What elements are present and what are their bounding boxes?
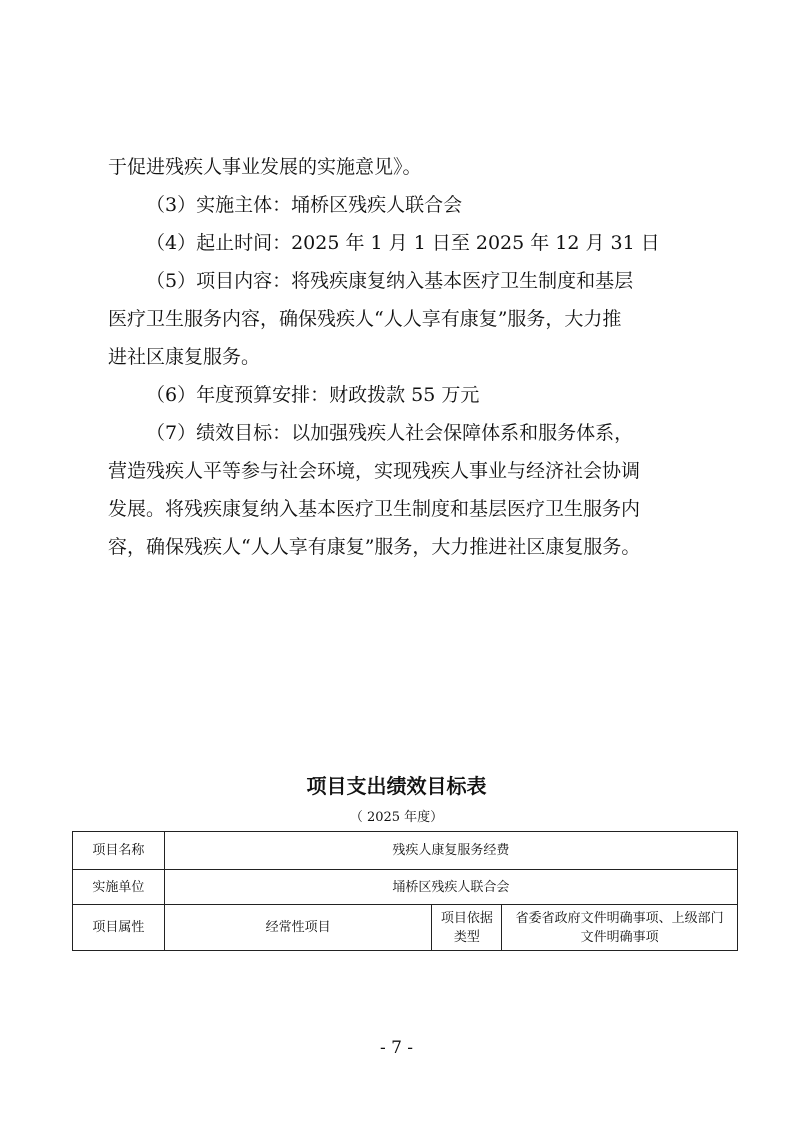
paragraph-line: 进社区康复服务。	[108, 346, 261, 368]
paragraph-line: （7）绩效目标：以加强残疾人社会保障体系和服务体系，	[146, 422, 634, 444]
unit-label: 实施单位	[73, 870, 165, 905]
attr-value: 经常性项目	[164, 905, 432, 951]
paragraph-line: （6）年度预算安排：财政拨款 55 万元	[146, 384, 480, 406]
basis-value-line: 文件明确事项	[580, 929, 659, 945]
paragraph-line: 容，确保残疾人“人人享有康复”服务，大力推进社区康复服务。	[108, 536, 641, 558]
project-name-value: 残疾人康复服务经费	[164, 832, 737, 870]
unit-value: 埇桥区残疾人联合会	[164, 870, 737, 905]
table-row	[73, 905, 738, 951]
attr-label: 项目属性	[73, 905, 165, 951]
page-number: - 7 -	[379, 1038, 414, 1058]
paragraph-line: （3）实施主体：埇桥区残疾人联合会	[146, 194, 463, 216]
basis-label-line: 类型	[453, 929, 480, 945]
table-title: 项目支出绩效目标表	[306, 774, 487, 798]
basis-value-line: 省委省政府文件明确事项、上级部门	[515, 910, 724, 926]
paragraph-line: 发展。将残疾康复纳入基本医疗卫生制度和基层医疗卫生服务内	[108, 498, 641, 520]
table-row	[73, 870, 738, 905]
paragraph-line: （4）起止时间：2025 年 1 月 1 日至 2025 年 12 月 31 日	[146, 232, 660, 254]
table-row	[73, 832, 738, 870]
body-text	[108, 148, 698, 566]
paragraph-line: 营造残疾人平等参与社会环境，实现残疾人事业与经济社会协调	[108, 460, 641, 482]
table-year: （ 2025 年度）	[349, 810, 444, 825]
basis-label-line: 项目依据	[440, 910, 493, 926]
paragraph-line: （5）项目内容：将残疾康复纳入基本医疗卫生制度和基层	[146, 270, 634, 292]
project-name-label: 项目名称	[73, 832, 165, 870]
performance-table	[72, 831, 738, 951]
basis-value	[502, 905, 738, 951]
paragraph-line: 于促进残疾人事业发展的实施意见》。	[108, 156, 422, 178]
paragraph-line: 医疗卫生服务内容，确保残疾人“人人享有康复”服务，大力推	[108, 308, 622, 330]
basis-label	[432, 905, 502, 951]
